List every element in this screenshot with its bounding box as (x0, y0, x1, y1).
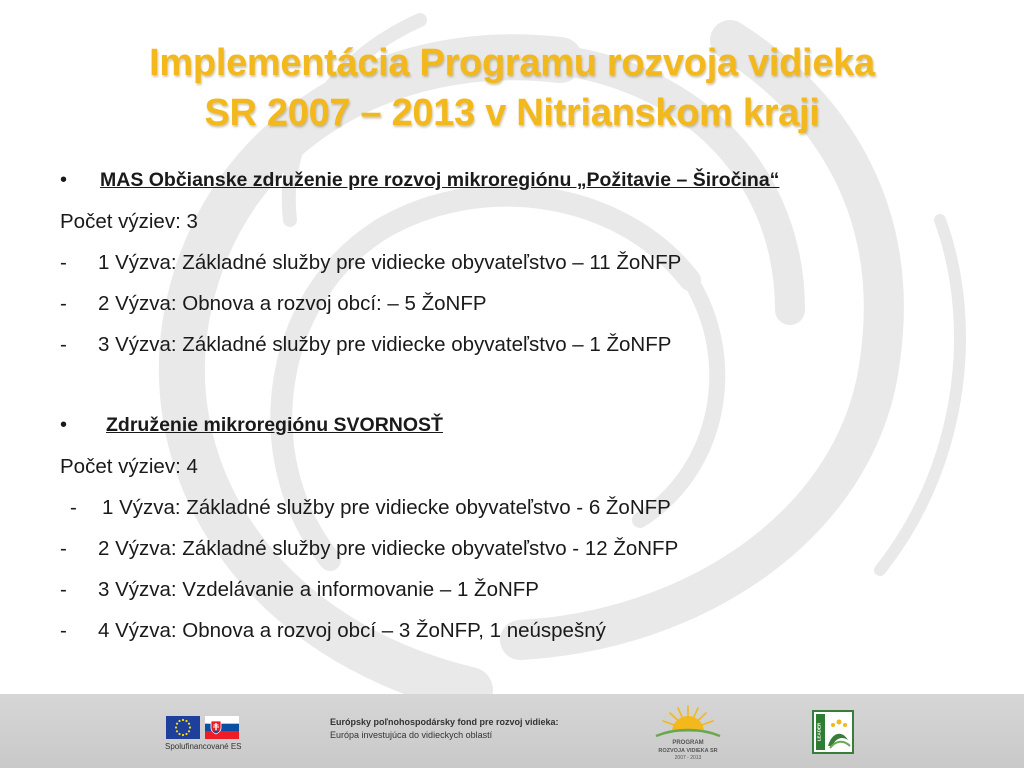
bullet-icon: • (60, 414, 68, 436)
section-2-count: Počet výziev: 4 (60, 455, 198, 478)
list-item (60, 610, 980, 651)
list-item (60, 487, 980, 528)
dash-marker: - (60, 578, 67, 601)
fund-line-2: Európa investujúca do vidieckych oblastí (330, 730, 493, 740)
list-item (60, 528, 980, 569)
list-item-text: 2 Výzva: Základné služby pre vidiecke obyvateľstvo - 12 ŽoNFP (98, 537, 679, 560)
section-gap (60, 365, 980, 405)
program-logo-text-2: ROZVOJA VIDIEKA SR (658, 748, 718, 754)
list-item-text: 1 Výzva: Základné služby pre vidiecke obyvateľstvo – 11 ŽoNFP (98, 251, 682, 274)
section-2-heading: Združenie mikroregiónu SVORNOSŤ (106, 414, 443, 436)
footer-bar (0, 694, 1024, 768)
title-line-1: Implementácia Programu rozvoja vidieka (149, 42, 875, 84)
section-2-heading-line (60, 405, 980, 446)
section-1-heading-line (60, 160, 980, 201)
program-rozvoja-vidieka-logo (650, 700, 726, 766)
cofinanced-label: Spolufinancované ES (165, 742, 242, 751)
dash-marker: - (60, 333, 67, 356)
fund-line-1: Európsky poľnohospodársky fond pre rozvoj vidieka: (330, 717, 559, 727)
dash-marker: - (60, 537, 67, 560)
list-item-text: 3 Výzva: Základné služby pre vidiecke obyvateľstvo – 1 ŽoNFP (98, 333, 672, 356)
fund-text (330, 716, 559, 742)
dash-marker: - (60, 619, 67, 642)
leader-logo (812, 710, 854, 754)
list-item-text: 1 Výzva: Základné služby pre vidiecke obyvateľstvo - 6 ŽoNFP (102, 496, 671, 519)
list-item (60, 324, 980, 365)
slovak-flag-icon (205, 716, 239, 739)
dash-marker: - (60, 292, 67, 315)
dash-marker: - (60, 251, 67, 274)
list-item-text: 2 Výzva: Obnova a rozvoj obcí: – 5 ŽoNFP (98, 292, 487, 315)
eu-flag-icon (166, 716, 200, 739)
list-item (60, 283, 980, 324)
list-item (60, 569, 980, 610)
program-logo-text-1: PROGRAM (672, 740, 704, 746)
list-item-text: 4 Výzva: Obnova a rozvoj obcí – 3 ŽoNFP, 1 neúspešný (98, 619, 606, 642)
leader-logo-text: LEADER (816, 722, 822, 742)
program-logo-text-3: 2007 - 2013 (674, 755, 702, 761)
slide-body (60, 160, 980, 651)
slide-title (40, 38, 984, 138)
bullet-icon: • (60, 169, 68, 191)
list-item-text: 3 Výzva: Vzdelávanie a informovanie – 1 ŽoNFP (98, 578, 539, 601)
dash-marker: - (70, 496, 77, 519)
section-1-heading: MAS Občianske združenie pre rozvoj mikroregiónu „Požitavie – Širočina“ (100, 169, 780, 191)
title-line-2: SR 2007 – 2013 v Nitrianskom kraji (204, 92, 820, 134)
list-item (60, 242, 980, 283)
section-1-count: Počet výziev: 3 (60, 210, 198, 233)
